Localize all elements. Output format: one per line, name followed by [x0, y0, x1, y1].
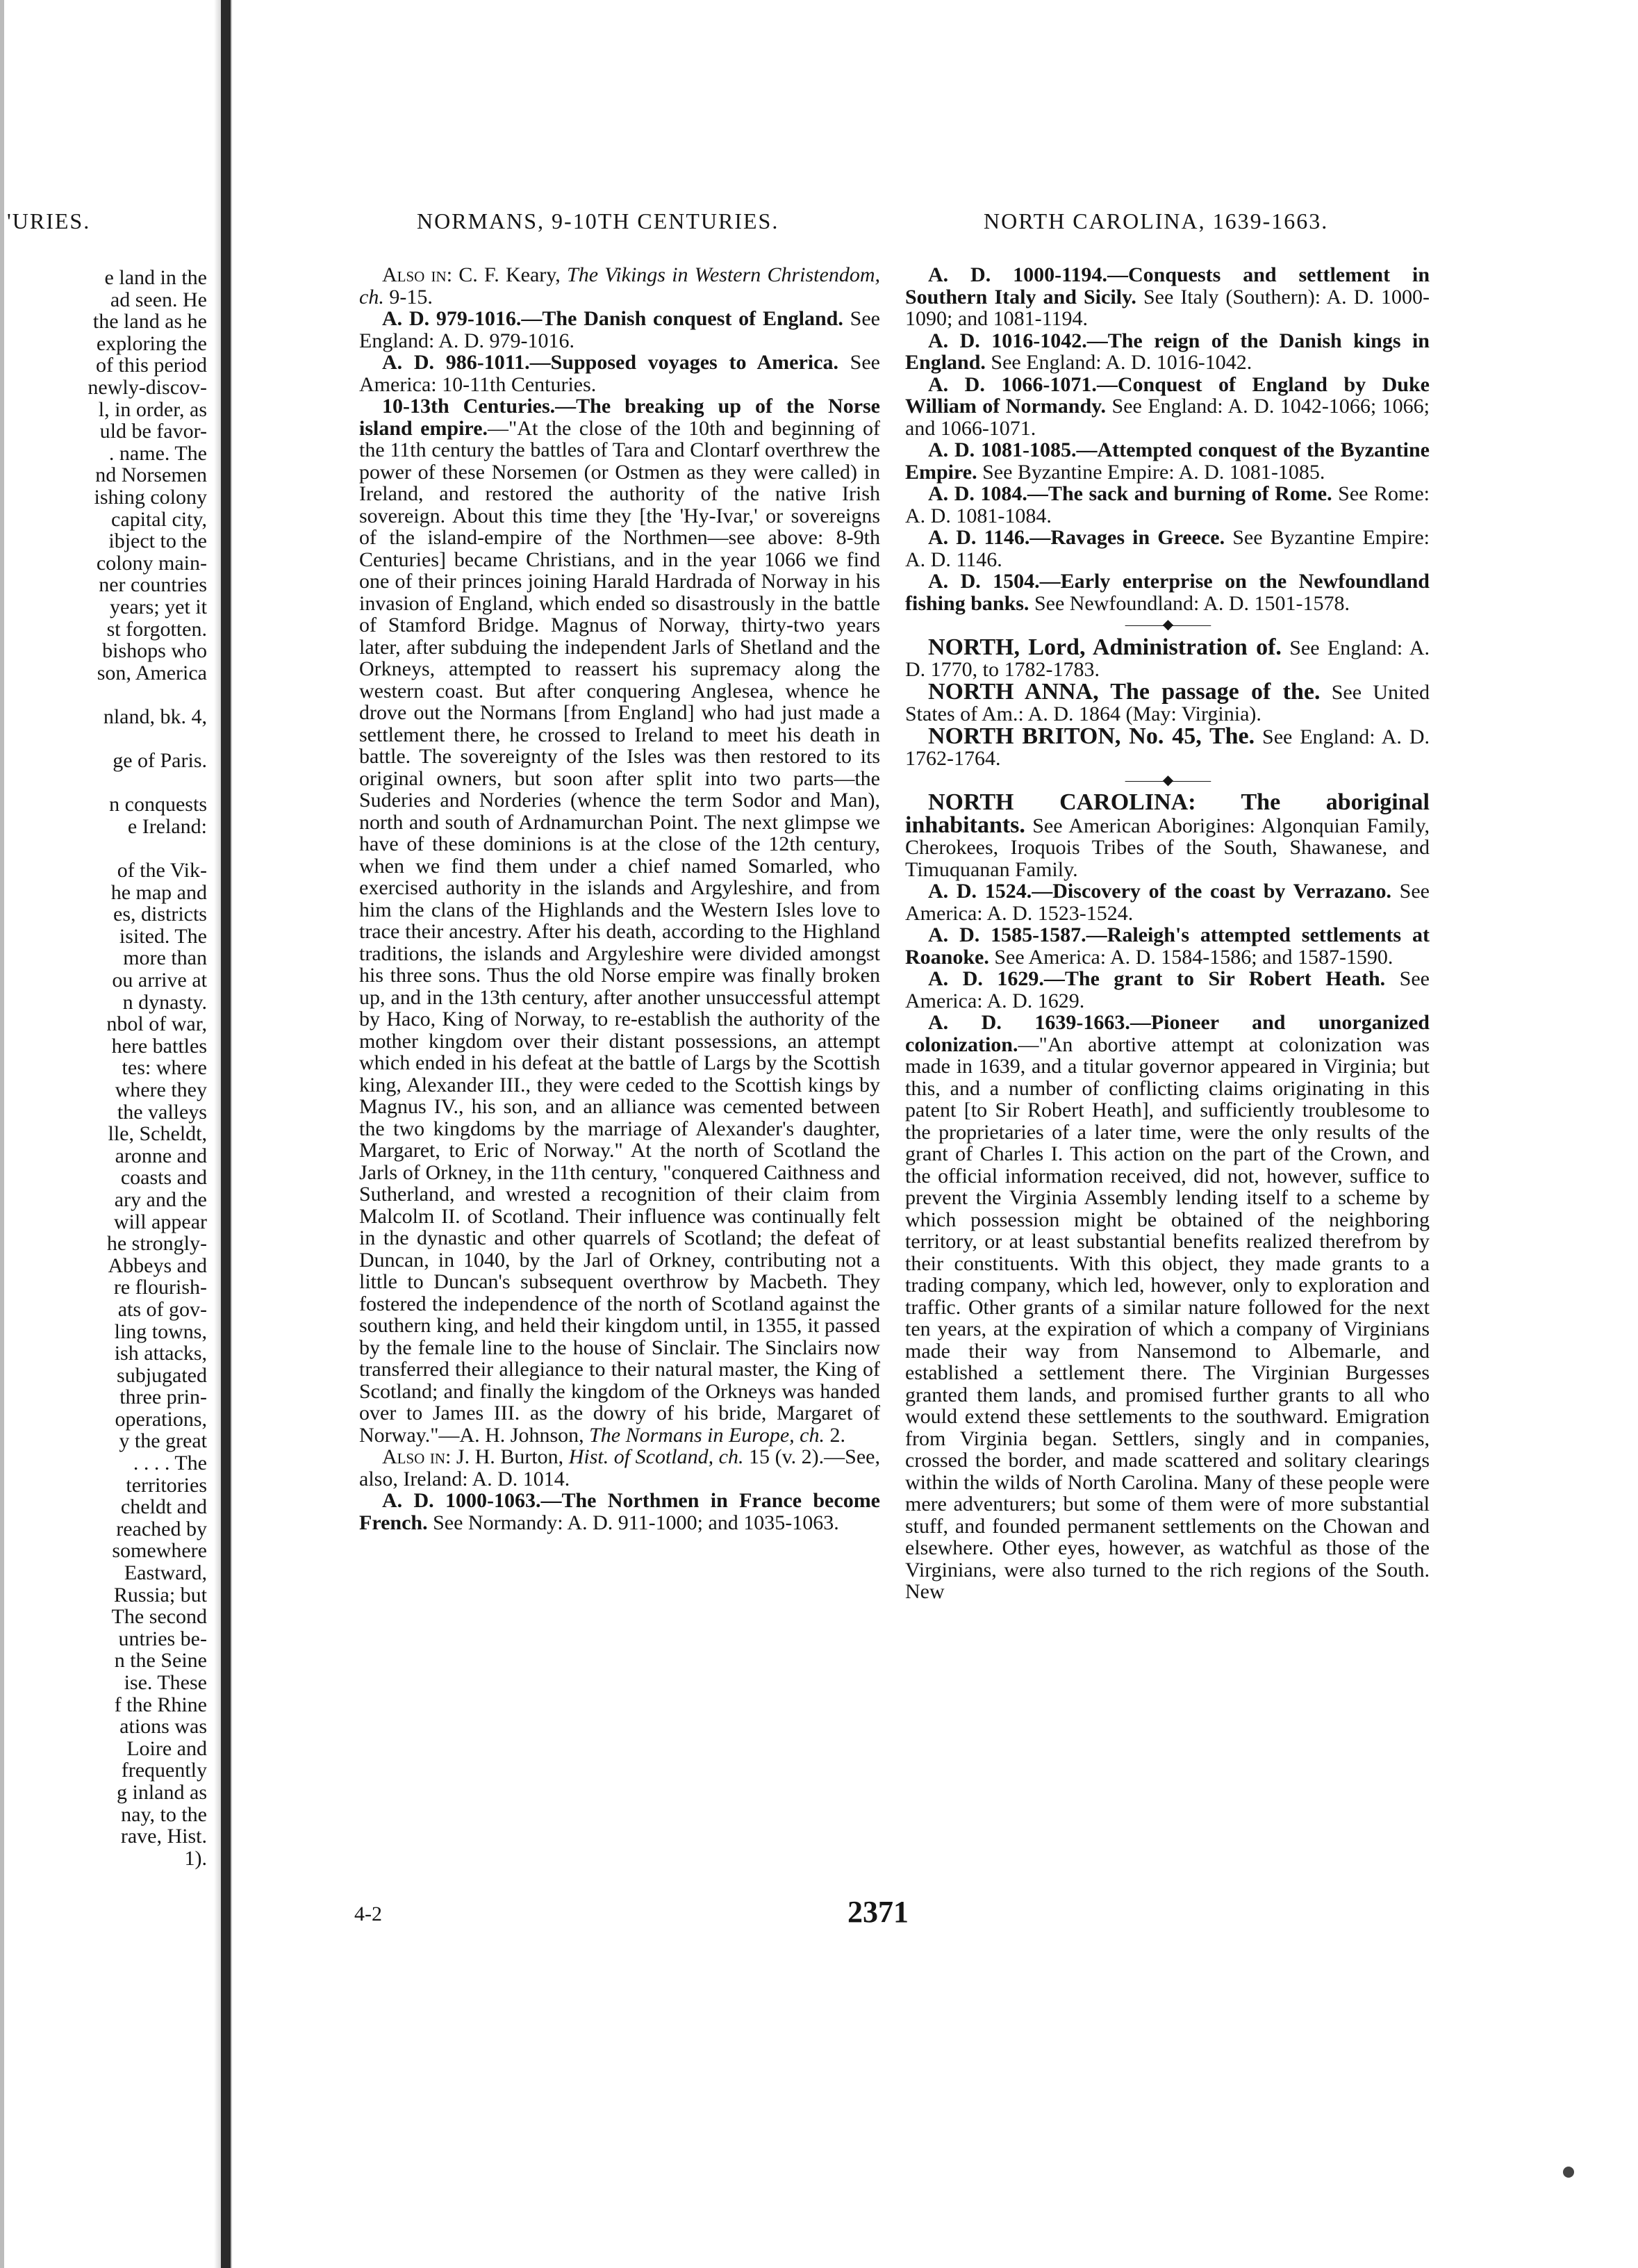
entry-reference: See United States of Am.: A. D. 1864 (May: Virginia).	[905, 680, 1430, 725]
scan-speck	[1563, 2167, 1574, 2178]
running-head-left: NORMANS, 9-10TH CENTURIES.	[417, 208, 779, 233]
fragment-line: ge of Paris.	[113, 749, 207, 773]
entry-heading: A. D. 1084.—The sack and burning of Rome.	[928, 482, 1332, 505]
entry-1639-1663	[905, 1012, 1430, 1603]
entry-986-1011	[359, 352, 880, 395]
section-divider: ———◆———	[1125, 772, 1210, 788]
entry-body: —"An abortive attempt at colonization was made in 1639, and a titular governor appeared in Virginia; but this, and a number of conflicting claims originating in this patent [to Sir Robert Heath], and sufficiently troublesome to the proprietaries of a later time, were the only results of the grant of Charles I. This action on the part of the Crown, and the official information received, did not, however, suffice to prevent the Virginia Assembly lending itself to a scheme by which possession might be obtained of the neighboring territory, or at least substantial benefits realized therefrom by their constituents. With this object, they made grants to a trading company, which led, however, only to exploration and traffic. Other grants of a similar nature followed for the next ten years, at the expiration of which a company of Virginians made their way from Nansemond to Albemarle, and established a settlement there. The Virginian Burgesses granted them lands, and promised further grants to all who would extend these settlements to the southward. Emigration from Virginia began. Settlers, singly and in companies, crossed the border, and made scattered and solitary clearings within the wilds of North Carolina. Many of these people were mere adventurers; but some of them were of more substantial stuff, and founded permanent settlements on the Chowan and elsewhere. Other eyes, however, as watchful as those of the Virginians, were also turned to the rich regions of the South. New	[905, 1033, 1430, 1603]
fragment-line: will appear	[113, 1210, 207, 1233]
fragment-line: coasts and	[120, 1166, 207, 1190]
fragment-line: aronne and	[115, 1144, 207, 1167]
fragment-line: Russia; but	[113, 1583, 207, 1606]
fragment-line: he strongly-	[106, 1232, 207, 1256]
entry-heading: A. D. 1000-1194.—Conquests and settlement in Southern Italy and Sicily.	[905, 263, 1430, 309]
fragment-line: nd Norsemen	[95, 463, 207, 487]
fragment-line: rave, Hist.	[120, 1825, 207, 1848]
fragment-line: ishing colony	[94, 485, 207, 509]
entry-heading: A. D. 1081-1085.—Attempted conquest of the Byzantine Empire.	[905, 438, 1430, 484]
fragment-line: . . . . The	[133, 1452, 207, 1475]
column-right	[905, 264, 1430, 1603]
entry-heading: A. D. 1639-1663.—Pioneer and unorganized colonization.	[905, 1011, 1430, 1056]
entry-reference: See America: A. D. 1584-1586; and 1587-1590.	[988, 945, 1393, 969]
entry-heading: NORTH BRITON, No. 45, The.	[928, 723, 1255, 749]
also-in-keary	[359, 264, 880, 308]
citation-title: The Vikings in Western Christendom, ch.	[359, 263, 880, 309]
fragment-line: st forgotten.	[106, 617, 207, 641]
fragment-line: ling towns,	[114, 1320, 207, 1343]
entry-reference: See England: A. D. 979-1016.	[359, 307, 880, 352]
fragment-line: Abbeys and	[108, 1254, 207, 1277]
fragment-line: uld be favor-	[99, 420, 207, 443]
entry-1084	[905, 483, 1430, 527]
entry-reference: See England: A. D. 1016-1042.	[985, 351, 1252, 374]
page-number: 2371	[847, 1895, 909, 1929]
entry-1504	[905, 570, 1430, 614]
entry-reference: See America: A. D. 1629.	[905, 967, 1430, 1012]
fragment-line: e Ireland:	[127, 814, 207, 838]
fragment-line: re flourish-	[113, 1276, 207, 1299]
signature-mark: 4-2	[354, 1903, 382, 1925]
fragment-line: more than	[123, 946, 207, 970]
citation-text: C. F. Keary,	[452, 263, 568, 286]
entry-reference: See America: A. D. 1523-1524.	[905, 880, 1430, 925]
fragment-line: y the great	[119, 1429, 207, 1453]
entry-heading: A. D. 986-1011.—Supposed voyages to America.	[382, 351, 838, 374]
entry-reference: See England: A. D. 1770, to 1782-1783.	[905, 636, 1430, 681]
fragment-line: f the Rhine	[114, 1693, 207, 1716]
entry-heading: A. D. 1066-1071.—Conquest of England by Duke William of Normandy.	[905, 372, 1430, 418]
fragment-line: newly-discov-	[88, 375, 207, 399]
also-in-label: Also in:	[382, 1445, 452, 1468]
fragment-line: es, districts	[113, 903, 207, 926]
fragment-line: . name. The	[108, 441, 207, 465]
entry-heading: A. D. 1146.—Ravages in Greece.	[928, 526, 1225, 549]
fragment-line: subjugated	[117, 1363, 207, 1387]
fragment-line: untries be-	[118, 1627, 207, 1650]
section-divider: ———◆———	[1125, 617, 1210, 632]
previous-page-running-head: 'URIES.	[7, 208, 91, 233]
entry-heading: 10-13th Centuries.—The breaking up of the Norse island empire.	[359, 395, 880, 440]
entry-heading: A. D. 979-1016.—The Danish conquest of England.	[382, 307, 843, 330]
fragment-line: where they	[115, 1078, 207, 1101]
entry-body: —"At the close of the 10th and beginning of the 11th century the battles of Tara and Clontarf overthrew the power of these Norsemen (or Ostmen as they were called) in Ireland, and restored the authority of the native Irish sovereign. About this time they [the 'Hy-Ivar,' or sovereigns of the island-empire of the Northmen—see above: 8-9th Centuries] became Christians, and in the year 1066 we find one of their princes joining Harald Hardrada of Norway in his invasion of England, which ended so disastrously in the battle of Stamford Bridge. Magnus of Norway, thirty-two years later, after subduing the independent Jarls of Shetland and the Orkneys, attempted to reassert his supremacy along the western coast. But after conquering Anglesea, whence he drove out the Normans [from England] who had just made a settlement there, he crossed to Ireland to meet his death in battle. The sovereignty of the Isles was then restored to its original owners, but soon after split into two parts—the Suderies and Norderies (whence the term Sodor and Man), north and south of Ardnamurchan Point. The next glimpse we have of these dominions is at the close of the 12th century, when we find them under a chief named Somarled, who exercised authority in the islands and Argyleshire, and from him the clans of the Highlands and the Western Isles love to trace their ancestry. After his death, according to the Highland traditions, the islands and Argyleshire were divided amongst his three sons. Thus the old Norse empire was finally broken up, and in the 13th century, after another unsuccessful attempt by Haco, King of Norway, to re-establish the authority of the mother kingdom over their distant possessions, an attempt which ended in his defeat at the battle of Largs by the Scottish king, Alexander III., they were ceded to the Scottish kings by Magnus IV., his son, and an alliance was cemented between the two kingdoms by the marriage of Alexander's daughter, Margaret, to Eric of Norway." At the north of Scotland the Jarls of Orkney, in the 11th century, "conquered Caithness and Sutherland, and wrested a recognition of their claim from Malcolm II. of Scotland. Their influence was continually felt in the dynastic and other quarrels of Scotland; the defeat of Duncan, in 1040, by the Jarl of Orkney, contributing not a little to Duncan's subsequent overthrow by Macbeth. They fostered the independence of the north of Scotland against the southern king, and held their kingdom until, in 1355, it passed by the female line to the house of Sinclair. The Sinclairs now transferred their allegiance to their natural master, the King of Scotland; and finally the kingdom of the Orkneys was handed over to James III. as the dowry of his bride, Margaret of Norway."—A. H. Johnson,	[359, 416, 880, 1447]
entry-heading: A. D. 1504.—Early enterprise on the Newfoundland fishing banks.	[905, 570, 1430, 615]
entry-heading: A. D. 1629.—The grant to Sir Robert Heath.	[928, 967, 1386, 990]
entry-heading: NORTH CAROLINA: The aboriginal inhabitants.	[905, 789, 1430, 838]
citation-tail: 15 (v. 2).—See, also, Ireland: A. D. 1014.	[359, 1445, 880, 1490]
fragment-line	[0, 728, 207, 750]
fragment-line	[0, 772, 207, 794]
fragment-line: Loire and	[126, 1736, 207, 1760]
fragment-line: The second	[111, 1605, 207, 1629]
also-in-label: Also in:	[382, 263, 453, 286]
entry-reference: See Newfoundland: A. D. 1501-1578.	[1029, 591, 1350, 615]
fragment-line: ner countries	[99, 573, 207, 597]
fragment-line: colony main-	[96, 551, 207, 575]
fragment-line: 1).	[184, 1846, 207, 1870]
entry-reference: See England: A. D. 1762-1764.	[905, 725, 1430, 770]
entry-reference: See America: 10-11th Centuries.	[359, 351, 880, 396]
fragment-line: three prin-	[119, 1386, 207, 1409]
citation-title: Hist. of Scotland, ch.	[568, 1445, 744, 1468]
entry-1146	[905, 527, 1430, 570]
previous-page-fragment	[0, 0, 208, 2268]
previous-page-text-fragment	[0, 267, 207, 1869]
fragment-line: territories	[126, 1473, 207, 1497]
fragment-line: lle, Scheldt,	[108, 1122, 207, 1146]
fragment-line: ad seen. He	[110, 288, 207, 311]
fragment-line: l, in order, as	[98, 397, 207, 421]
fragment-line: ibject to the	[108, 529, 207, 553]
fragment-line: of the Vik-	[117, 859, 207, 882]
fragment-line: n dynasty.	[122, 990, 207, 1014]
entry-heading: A. D. 1585-1587.—Raleigh's attempted settlements at Roanoke.	[905, 923, 1430, 969]
citation-tail: 2.	[825, 1423, 846, 1447]
fragment-line: son, America	[97, 661, 207, 684]
fragment-line: nland, bk. 4,	[103, 705, 207, 728]
fragment-line: here battles	[111, 1034, 207, 1058]
entry-heading: NORTH, Lord, Administration of.	[928, 634, 1282, 660]
entry-north-lord	[905, 636, 1430, 681]
entry-1016-1042	[905, 330, 1430, 374]
fragment-line: isited. The	[119, 924, 207, 948]
citation-title: The Normans in Europe, ch.	[589, 1423, 825, 1447]
fragment-line: ish attacks,	[114, 1342, 207, 1365]
entry-reference: See Normandy: A. D. 911-1000; and 1035-1063.	[427, 1511, 839, 1534]
citation-tail: 9-15.	[383, 285, 433, 309]
fragment-line: reached by	[116, 1517, 207, 1540]
entry-reference: See Byzantine Empire: A. D. 1081-1085.	[977, 460, 1325, 484]
entry-1524	[905, 880, 1430, 924]
entry-reference: See England: A. D. 1042-1066; 1066; and 1066-1071.	[905, 395, 1430, 440]
fragment-line: operations,	[115, 1407, 207, 1431]
column-left	[359, 264, 880, 1534]
entry-north-anna	[905, 678, 1430, 725]
entry-reference: See American Aborigines: Algonquian Family, Cherokees, Iroquois Tribes of the South, Shawanese, and Timuquanan Family.	[905, 814, 1430, 881]
citation-text: J. H. Burton,	[451, 1445, 569, 1468]
fragment-line: ary and the	[114, 1188, 207, 1211]
fragment-line	[0, 837, 207, 860]
fragment-line: years; yet it	[110, 595, 207, 618]
fragment-line: g inland as	[117, 1780, 207, 1804]
fragment-line: bishops who	[102, 639, 207, 663]
entry-1066-1071	[905, 374, 1430, 440]
fragment-line: somewhere	[112, 1539, 207, 1563]
entry-1081-1085	[905, 439, 1430, 483]
entry-heading: NORTH ANNA, The passage of the.	[928, 678, 1321, 705]
fragment-line: ats of gov-	[117, 1297, 207, 1321]
fragment-line: he map and	[110, 880, 207, 904]
entry-reference: See Rome: A. D. 1081-1084.	[905, 482, 1430, 527]
fragment-line: n the Seine	[114, 1649, 207, 1673]
fragment-line: ations was	[119, 1715, 207, 1739]
entry-1585-1587	[905, 924, 1430, 968]
entry-10-13th-centuries	[359, 395, 880, 1446]
fragment-line: the valleys	[117, 1100, 207, 1124]
entry-reference: See Italy (Southern): A. D. 1000-1090; and 1081-1194.	[905, 285, 1430, 330]
fragment-line: n conquests	[109, 793, 207, 816]
entry-1629	[905, 968, 1430, 1012]
binding-shadow	[221, 0, 231, 2268]
fragment-line: e land in the	[104, 266, 207, 289]
fragment-line: exploring the	[96, 331, 207, 355]
entry-north-carolina	[905, 791, 1430, 880]
fragment-line: nay, to the	[121, 1802, 207, 1826]
fragment-line: nbol of war,	[106, 1012, 207, 1036]
fragment-line: ise. These	[124, 1671, 207, 1694]
running-head-right: NORTH CAROLINA, 1639-1663.	[984, 208, 1329, 233]
fragment-line: of this period	[96, 354, 207, 377]
entry-1000-1063	[359, 1490, 880, 1534]
entry-1000-1194	[905, 264, 1430, 330]
entry-north-briton	[905, 725, 1430, 770]
fragment-line: frequently	[121, 1759, 207, 1782]
fragment-line: the land as he	[92, 310, 207, 334]
fragment-line: ou arrive at	[112, 969, 207, 992]
fragment-line: cheldt and	[120, 1495, 207, 1519]
fragment-line	[0, 684, 207, 706]
entry-979-1016	[359, 308, 880, 352]
entry-heading: A. D. 1524.—Discovery of the coast by Verrazano.	[928, 880, 1391, 903]
fragment-line: tes: where	[122, 1056, 207, 1080]
entry-heading: A. D. 1000-1063.—The Northmen in France become French.	[359, 1489, 880, 1534]
fragment-line: Eastward,	[124, 1561, 207, 1585]
entry-heading: A. D. 1016-1042.—The reign of the Danish kings in England.	[905, 329, 1430, 374]
fragment-line: capital city,	[111, 507, 207, 531]
also-in-burton	[359, 1446, 880, 1490]
entry-reference: See Byzantine Empire: A. D. 1146.	[905, 526, 1430, 571]
